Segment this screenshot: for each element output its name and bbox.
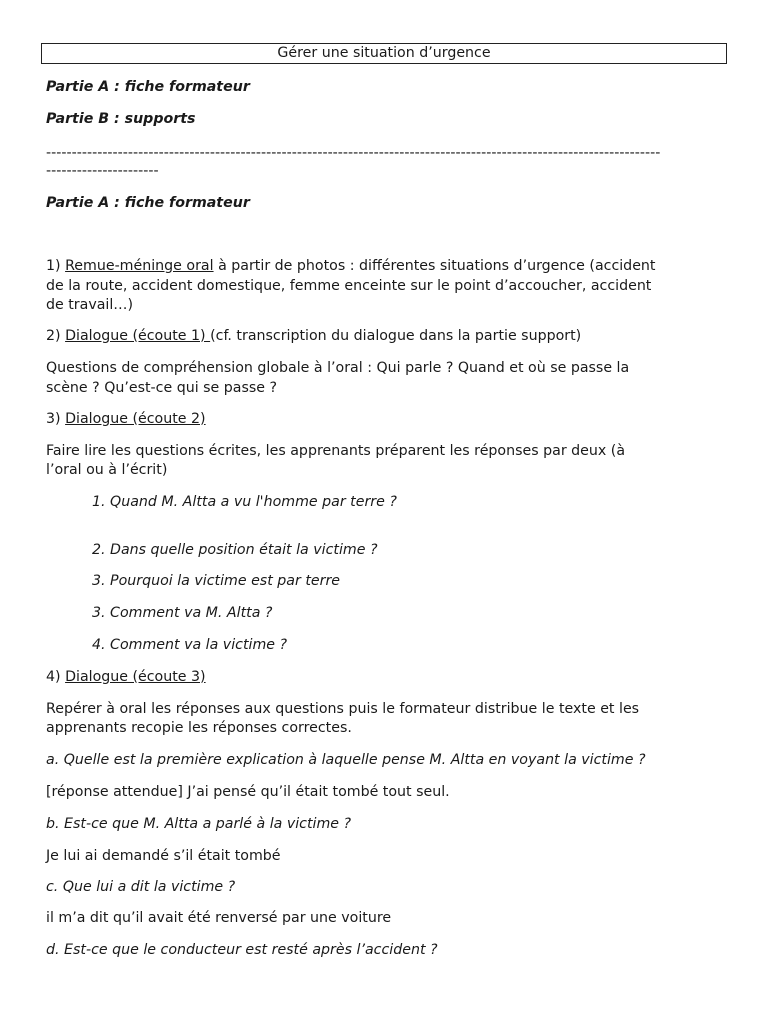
document-title: Gérer une situation d’urgence bbox=[41, 43, 727, 64]
step2-number: 2) bbox=[46, 328, 66, 344]
step3-line bbox=[46, 409, 206, 429]
question-item: 3. Pourquoi la victime est par terre bbox=[92, 573, 341, 589]
step1-line3: de travail…) bbox=[46, 297, 134, 313]
step4-instructions-line1: Repérer à oral les réponses aux questions puis le formateur distribue le texte et les bbox=[46, 701, 640, 717]
qa-answer: il m’a dit qu’il avait été renversé par une voiture bbox=[46, 910, 392, 926]
question-item: 4. Comment va la victime ? bbox=[92, 637, 288, 653]
step1-number: 1) bbox=[46, 258, 66, 274]
step3-instructions-line2: l’oral ou à l’écrit) bbox=[46, 462, 168, 478]
step2-link-dialogue: Dialogue (écoute 1) bbox=[65, 328, 211, 344]
step4-line bbox=[46, 667, 206, 687]
qa-question: a. Quelle est la première explication à laquelle pense M. Altta en voyant la victime ? bbox=[46, 752, 646, 768]
step2-questions-line2: scène ? Qu’est-ce qui se passe ? bbox=[46, 380, 278, 396]
question-item: 1. Quand M. Altta a vu l'homme par terre ? bbox=[92, 494, 397, 510]
section-heading-part-a: Partie A : fiche formateur bbox=[46, 195, 250, 211]
question-item: 2. Dans quelle position était la victime ? bbox=[92, 542, 378, 558]
qa-answer: Je lui ai demandé s’il était tombé bbox=[46, 848, 281, 864]
step3-link-dialogue: Dialogue (écoute 2) bbox=[65, 411, 206, 427]
step4-link-dialogue: Dialogue (écoute 3) bbox=[65, 669, 206, 685]
step3-number: 3) bbox=[46, 411, 66, 427]
qa-question: b. Est-ce que M. Altta a parlé à la victime ? bbox=[46, 816, 352, 832]
outline-part-a: Partie A : fiche formateur bbox=[46, 79, 250, 95]
step1-line1 bbox=[46, 256, 655, 276]
qa-question: d. Est-ce que le conducteur est resté après l’accident ? bbox=[46, 942, 438, 958]
step2-questions-line1: Questions de compréhension globale à l’oral : Qui parle ? Quand et où se passe la bbox=[46, 360, 630, 376]
outline-part-b: Partie B : supports bbox=[46, 111, 196, 127]
step1-line1-rest: à partir de photos : différentes situations d’urgence (accident bbox=[213, 258, 656, 274]
step2-rest: (cf. transcription du dialogue dans la partie support) bbox=[210, 328, 582, 344]
qa-answer: [réponse attendue] J’ai pensé qu’il était tombé tout seul. bbox=[46, 784, 450, 800]
step4-number: 4) bbox=[46, 669, 66, 685]
step1-link-remue-meninge: Remue-méninge oral bbox=[65, 258, 214, 274]
step2-line bbox=[46, 326, 581, 346]
qa-question: c. Que lui a dit la victime ? bbox=[46, 879, 236, 895]
separator-line-1: ------------------------------------------------------------------------------------------------------------------------ bbox=[46, 145, 661, 161]
step1-line2: de la route, accident domestique, femme enceinte sur le point d’accoucher, accident bbox=[46, 278, 652, 294]
question-item: 3. Comment va M. Altta ? bbox=[92, 605, 273, 621]
step3-instructions-line1: Faire lire les questions écrites, les apprenants préparent les réponses par deux (à bbox=[46, 443, 626, 459]
step4-instructions-line2: apprenants recopie les réponses correctes. bbox=[46, 720, 352, 736]
separator-line-2: ---------------------- bbox=[46, 163, 159, 179]
